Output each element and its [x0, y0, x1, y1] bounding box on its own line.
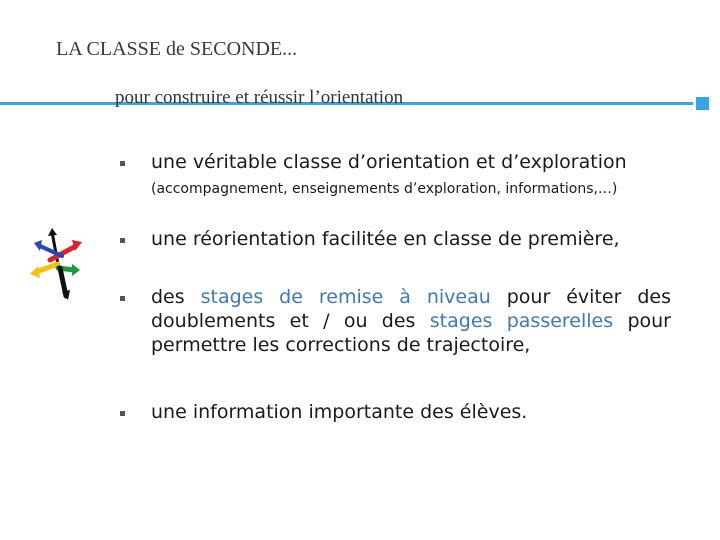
bullet-text: une information importante des élèves. [151, 401, 528, 423]
bullet-marker [120, 238, 125, 243]
highlight-stages-passerelles: stages passerelles [429, 310, 614, 332]
highlight-remise-a-niveau: stages de remise à niveau [200, 286, 491, 308]
slide-subtitle: pour construire et réussir l’orientation [115, 87, 404, 108]
bullet-text-part: des [151, 286, 201, 308]
multi-direction-arrows-icon [28, 226, 84, 302]
bullet-detail: (accompagnement, enseignements d’exploration, informations,…) [151, 181, 618, 197]
bullet-marker [120, 161, 125, 166]
slide-title: LA CLASSE de SECONDE... [56, 38, 298, 60]
bullet-marker [120, 296, 125, 301]
bullet-text: une véritable classe d’orientation et d’exploration [151, 151, 627, 173]
bullet-text-part: pour éviter des doublements et / ou des [151, 286, 671, 332]
bullet-text-part: pour permettre les corrections de trajectoire, [151, 310, 671, 356]
header-rule-end-square [696, 97, 709, 110]
bullet-marker [120, 411, 125, 416]
bullet-text [151, 285, 671, 357]
bullet-text: une réorientation facilitée en classe de première, [151, 228, 620, 250]
